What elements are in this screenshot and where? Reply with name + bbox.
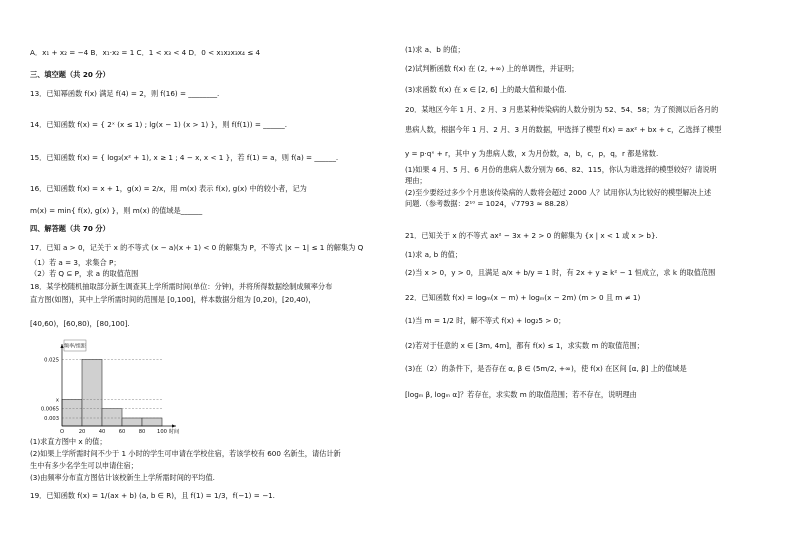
question-22-part2: (2)若对于任意的 x ∈ [3m, 4m]，都有 f(x) ≤ 1，求实数 m 的取值范围；: [405, 341, 644, 350]
question-19-part3: (3)求函数 f(x) 在 x ∈ [2, 6] 上的最大值和最小值.: [405, 85, 567, 94]
y-axis-arrow: [60, 344, 63, 348]
question-16-line2: m(x) = min{ f(x), g(x) }，则 m(x) 的值域是______: [30, 206, 203, 215]
question-18-part3: (3)由频率分布直方图估计该校新生上学所需时间的平均值.: [30, 473, 215, 482]
question-13: 13．已知幂函数 f(x) 满足 f(4) = 2，则 f(16) = ________.: [30, 89, 220, 98]
frequency-histogram: [30, 338, 190, 438]
x-axis-arrow: [172, 424, 176, 427]
question-21-part1: (1)求 a, b 的值；: [405, 250, 463, 259]
question-18-line1: 18．某学校随机抽取部分新生调查其上学所需时间(单位：分钟)，并将所得数据绘制成频率分布: [30, 282, 333, 291]
question-18-part2-line1: (2)如果上学所需时间不少于 1 小时的学生可申请在学校住宿，若该学校有 600 名新生，请估计新: [30, 449, 341, 458]
question-21: 21．已知关于 x 的不等式 ax² − 3x + 2 > 0 的解集为 {x | x < 1 或 x > b}.: [405, 231, 658, 240]
question-17: 17．已知 a > 0，记关于 x 的不等式 (x − a)(x + 1) < 0 的解集为 P，不等式 |x − 1| ≤ 1 的解集为 Q: [30, 243, 364, 252]
question-14: 14．已知函数 f(x) = { 2ˣ (x ≤ 1) ; lg(x − 1) (x > 1) }，则 f(f(1)) = ______.: [30, 120, 287, 129]
question-20-line2: 患病人数，根据今年 1 月、2 月、3 月的数据，甲选择了模型 f(x) = ax² + bx + c，乙选择了模型: [405, 125, 722, 134]
section-answer-title: 四、解答题（共 70 分）: [30, 224, 110, 233]
question-22-part1: (1)当 m = 1/2 时，解不等式 f(x) + log₂5 > 0；: [405, 316, 566, 325]
question-18-part1: (1)求直方图中 x 的值；: [30, 437, 107, 446]
question-18-line3: [40,60)，[60,80)，[80,100].: [30, 319, 130, 328]
y-tick-label: 0.025: [44, 357, 59, 364]
section-fill-in-title: 三、填空题（共 20 分）: [30, 70, 110, 79]
histogram-bar: [122, 418, 142, 426]
histogram-bar: [62, 399, 82, 426]
question-18-part2-line2: 生中有多少名学生可以申请住宿；: [30, 461, 138, 470]
question-17-part1: （1）若 a = 3，求集合 P；: [30, 258, 121, 267]
question-20-line3: y = p·qˣ + r，其中 y 为患病人数，x 为月份数，a，b，c，p，q，r 都是常数.: [405, 149, 659, 158]
question-22-part3-line1: (3)在（2）的条件下，是否存在 α, β ∈ (5m/2, +∞)，使 f(x) 在区间 [α, β] 上的值域是: [405, 364, 687, 373]
question-16-line1: 16．已知函数 f(x) = x + 1，g(x) = 2/x，用 m(x) 表示 f(x), g(x) 中的较小者，记为: [30, 184, 307, 193]
question-22-part3-line2: [logₘ β, logₘ α]？若存在，求实数 m 的取值范围；若不存在，说明理由: [405, 390, 637, 399]
question-20-part1-line2: 理由；: [405, 176, 427, 185]
histogram-bar: [82, 359, 102, 426]
question-22: 22．已知函数 f(x) = logₘ(x − m) + logₘ(x − 2m) (m > 0 且 m ≠ 1): [405, 293, 641, 302]
y-tick-label: 0.0065: [40, 406, 59, 413]
x-tick-label: 100: [157, 429, 167, 435]
x-tick-label: 60: [118, 429, 126, 435]
histogram-bar: [102, 409, 122, 426]
question-19: 19．已知函数 f(x) = 1/(ax + b) (a, b ∈ R)，且 f(1) = 1/3，f(−1) = −1.: [30, 491, 275, 500]
question-19-part2: (2)试判断函数 f(x) 在 (2, +∞) 上的单调性，并证明；: [405, 64, 579, 73]
question-20-part1-line1: (1)如果 4 月、5 月、6 月份的患病人数分别为 66、82、115，你认为谁选择的模型较好？请说明: [405, 165, 717, 174]
x-axis-label: 时间: [168, 429, 180, 435]
question-17-part2: （2）若 Q ⊆ P，求 a 的取值范围: [30, 269, 139, 278]
question-21-part2: (2)当 x > 0，y > 0，且满足 a/x + b/y = 1 时，有 2x + y ≥ k² − 1 恒成立，求 k 的取值范围: [405, 268, 716, 277]
y-axis-label: 频率/组距: [64, 343, 86, 350]
q12-options: A．x₁ + x₂ = −4 B．x₁·x₂ = 1 C．1 < x₃ < 4 D．0 < x₁x₂x₃x₄ ≤ 4: [30, 48, 261, 57]
histogram-bar: [142, 418, 162, 426]
y-tick-label: 0.003: [44, 416, 59, 422]
y-tick-label: x: [55, 397, 59, 404]
x-tick-label: 20: [78, 429, 86, 435]
question-20-part2-line2: 问题.（参考数据：2¹⁰ = 1024，√7793 ≈ 88.28）: [405, 199, 573, 208]
x-tick-label: 40: [98, 429, 106, 435]
question-20-part2-line1: (2)至少要经过多少个月患该传染病的人数将会超过 2000 人？试用你认为比较好的模型解决上述: [405, 188, 712, 197]
x-tick-label: 80: [138, 429, 146, 435]
x-tick-label: O: [59, 429, 65, 435]
question-15: 15．已知函数 f(x) = { log₃(x² + 1), x ≥ 1 ; 4 − x, x < 1 }，若 f(1) = a，则 f(a) = ______.: [30, 153, 339, 162]
question-18-line2: 直方图(如图)，其中上学所需时间的范围是 [0,100]，样本数据分组为 [0,20)，[20,40)，: [30, 295, 316, 304]
question-19-part1: (1)求 a、b 的值；: [405, 45, 465, 54]
question-20-line1: 20．某地区今年 1 月、2 月、3 月患某种传染病的人数分别为 52、54、58；为了预测以后各月的: [405, 105, 719, 114]
